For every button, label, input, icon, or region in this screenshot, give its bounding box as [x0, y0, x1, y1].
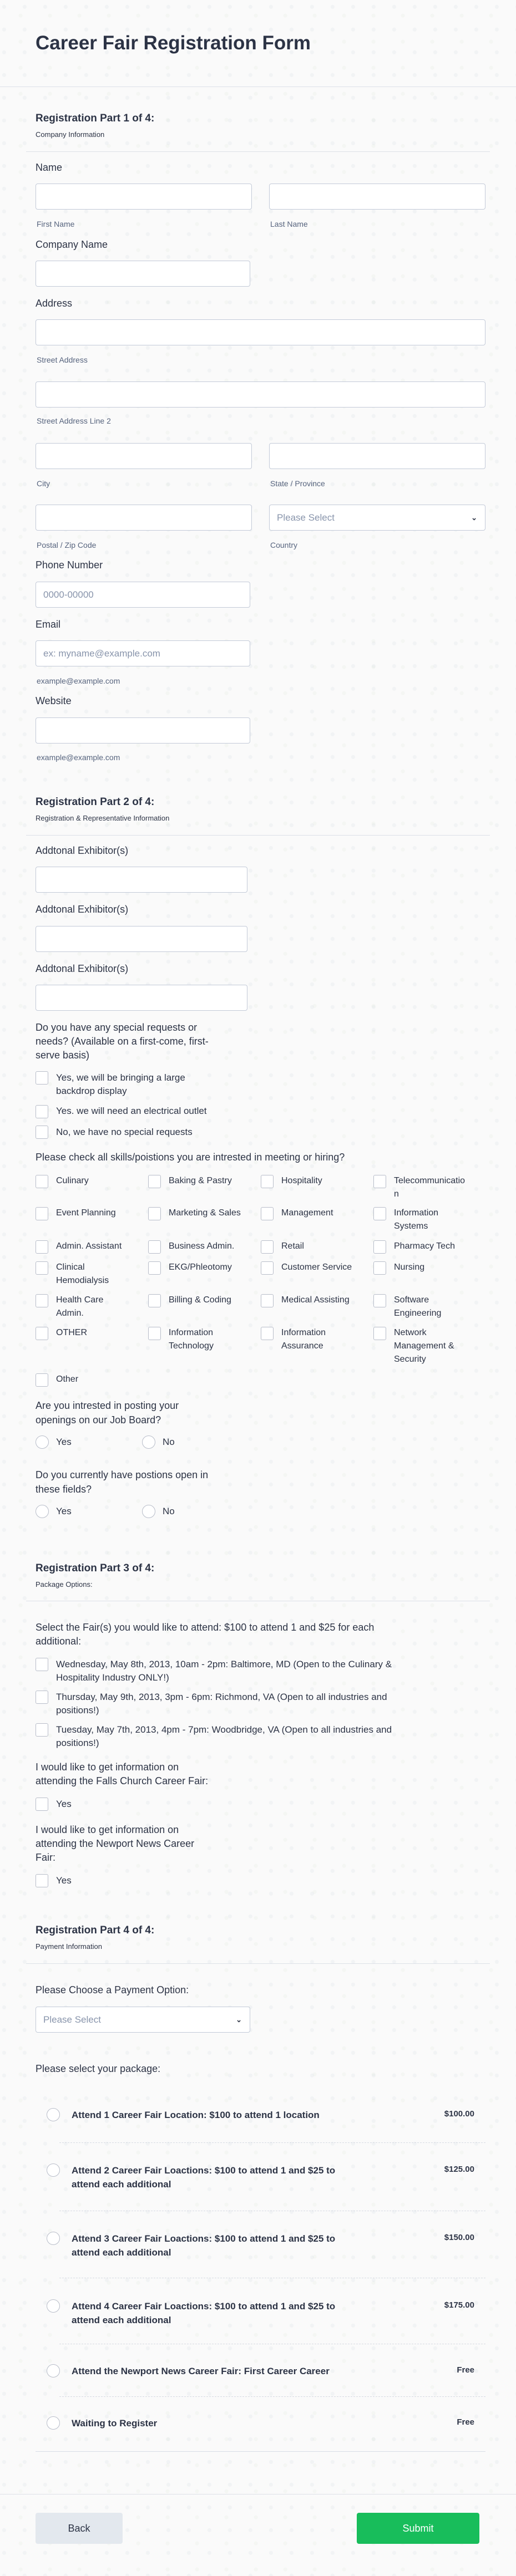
skill-checkbox[interactable] [261, 1261, 274, 1275]
package-radio[interactable] [47, 2108, 60, 2121]
skill-label: Clinical Hemodialysis [56, 1262, 109, 1285]
payment-select-placeholder: Please Select [43, 2014, 101, 2025]
newport-news-question: I would like to get information on attending the Newport News Career Fair: [36, 1824, 195, 1863]
job-board-yes-radio[interactable] [36, 1435, 49, 1449]
website-input[interactable] [36, 717, 250, 744]
country-select[interactable] [269, 505, 485, 531]
open-positions-question: Do you currently have postions open in these fields? [36, 1469, 209, 1495]
skill-label: Admin. Assistant [56, 1241, 122, 1251]
falls-church-question: I would like to get information on attending the Falls Church Career Fair: [36, 1762, 209, 1786]
payment-option-select[interactable] [36, 2007, 250, 2033]
phone-label: Phone Number [36, 559, 103, 571]
street-address-line2-input[interactable] [36, 381, 485, 408]
skill-checkbox[interactable] [36, 1261, 48, 1275]
skill-checkbox[interactable] [373, 1294, 386, 1307]
package-radio[interactable] [47, 2416, 60, 2430]
special-requests-question: Do you have any special requests or needs? (Available on a first-come, first- serve basis) [36, 1022, 209, 1061]
email-input[interactable] [36, 640, 250, 666]
exhibitor-label: Addtonal Exhibitor(s) [36, 904, 129, 915]
skill-checkbox[interactable] [148, 1327, 161, 1340]
payment-option-label: Please Choose a Payment Option: [36, 1984, 189, 1995]
last-name-sublabel: Last Name [270, 220, 308, 228]
section-subtitle: Company Information [36, 130, 105, 139]
skill-checkbox[interactable] [261, 1240, 274, 1254]
address-label: Address [36, 298, 73, 309]
fair-checkbox-richmond[interactable] [36, 1691, 48, 1704]
package-label: Attend 1 Career Fair Location: $100 to attend 1 location [72, 2110, 320, 2120]
package-radio[interactable] [47, 2299, 60, 2313]
back-button[interactable]: Back [36, 2513, 123, 2544]
request-option-label: Yes. we will need an electrical outlet [56, 1106, 207, 1116]
email-label: Email [36, 619, 61, 630]
postal-code-sublabel: Postal / Zip Code [37, 541, 97, 549]
page-title: Career Fair Registration Form [36, 32, 311, 54]
checkbox-label: Yes [56, 1799, 72, 1809]
checkbox-label: Yes [56, 1875, 72, 1886]
state-sublabel: State / Province [270, 479, 325, 488]
street-address-input[interactable] [36, 319, 485, 345]
package-divider [59, 2142, 485, 2143]
last-name-input[interactable] [269, 184, 485, 210]
name-label: Name [36, 162, 63, 173]
section-divider [26, 1963, 490, 1964]
exhibitor-label: Addtonal Exhibitor(s) [36, 963, 129, 974]
skill-checkbox[interactable] [36, 1240, 48, 1254]
fair-option-label: Thursday, May 9th, 2013, 3pm - 6pm: Richmond, VA (Open to all industries and positions!) [56, 1692, 387, 1715]
fair-checkbox-baltimore[interactable] [36, 1658, 48, 1671]
radio-label: No [163, 1437, 175, 1447]
falls-church-yes-checkbox[interactable] [36, 1798, 48, 1811]
skill-checkbox[interactable] [36, 1327, 48, 1340]
skill-checkbox[interactable] [373, 1175, 386, 1188]
skill-label: Pharmacy Tech [394, 1241, 455, 1251]
skill-label: Information Systems [394, 1208, 439, 1231]
skill-label: Business Admin. [169, 1241, 235, 1251]
request-option-label: Yes, we will be bringing a large backdrop display [56, 1072, 185, 1096]
country-select-placeholder: Please Select [277, 512, 335, 523]
package-list-bottom-divider [36, 2451, 485, 2452]
package-divider [59, 2396, 485, 2397]
package-label: Attend 2 Career Fair Loactions: $100 to attend 1 and $25 to attend each additional [72, 2165, 336, 2190]
skill-label: Culinary [56, 1176, 89, 1185]
newport-news-yes-checkbox[interactable] [36, 1874, 48, 1887]
section-divider [26, 151, 490, 152]
skill-label: Customer Service [281, 1262, 352, 1272]
request-checkbox-backdrop[interactable] [36, 1071, 48, 1085]
fair-option-label: Wednesday, May 8th, 2013, 10am - 2pm: Baltimore, MD (Open to the Culinary & Hospitality Industry ONLY!) [56, 1659, 392, 1683]
package-radio[interactable] [47, 2364, 60, 2378]
section-subtitle: Registration & Representative Information [36, 814, 170, 822]
skill-checkbox[interactable] [261, 1294, 274, 1307]
section-divider [26, 835, 490, 836]
package-price: Free [457, 2365, 474, 2375]
website-label: Website [36, 695, 72, 706]
request-option-label: No, we have no special requests [56, 1127, 193, 1137]
section-subtitle: Package Options: [36, 1580, 93, 1589]
package-price: $175.00 [444, 2300, 474, 2310]
skill-checkbox[interactable] [261, 1327, 274, 1340]
job-board-question: Are you intrested in posting your openings on our Job Board? [36, 1400, 179, 1426]
exhibitor-label: Addtonal Exhibitor(s) [36, 845, 129, 856]
skill-checkbox[interactable] [148, 1294, 161, 1307]
street-address-sublabel: Street Address [37, 355, 88, 364]
skill-checkbox[interactable] [36, 1175, 48, 1188]
first-name-input[interactable] [36, 184, 252, 210]
skill-checkbox[interactable] [148, 1261, 161, 1275]
package-price: $125.00 [444, 2165, 474, 2174]
skill-label: Marketing & Sales [169, 1208, 241, 1218]
section-heading: Registration Part 2 of 4: [36, 796, 155, 808]
first-name-sublabel: First Name [37, 220, 75, 228]
package-radio[interactable] [47, 2163, 60, 2177]
company-name-label: Company Name [36, 239, 108, 250]
submit-button[interactable]: Submit [357, 2513, 479, 2544]
request-checkbox-outlet[interactable] [36, 1105, 48, 1118]
radio-label: Yes [56, 1437, 72, 1447]
request-checkbox-none[interactable] [36, 1126, 48, 1139]
skill-label: Software Engineering [394, 1295, 442, 1318]
exhibitor-input-1[interactable] [36, 867, 247, 893]
chevron-down-icon: ⌄ [236, 2015, 242, 2024]
skill-checkbox[interactable] [373, 1261, 386, 1275]
country-sublabel: Country [270, 541, 298, 549]
fairs-question: Select the Fair(s) you would like to attend: $100 to attend 1 and $25 for each additional: [36, 1622, 375, 1647]
section-heading: Registration Part 4 of 4: [36, 1925, 155, 1936]
street-address-line2-sublabel: Street Address Line 2 [37, 416, 111, 425]
skill-label: Other [56, 1374, 79, 1384]
section-subtitle: Payment Information [36, 1942, 102, 1951]
open-positions-yes-radio[interactable] [36, 1505, 49, 1518]
skill-checkbox[interactable] [148, 1175, 161, 1188]
skill-label: Telecommunicatio n [394, 1176, 466, 1199]
package-price: Free [457, 2417, 474, 2427]
package-price: $100.00 [444, 2109, 474, 2119]
package-label: Attend 4 Career Fair Loactions: $100 to attend 1 and $25 to attend each additional [72, 2301, 336, 2325]
section-heading: Registration Part 1 of 4: [36, 113, 155, 124]
radio-label: No [163, 1506, 175, 1516]
email-sublabel: example@example.com [37, 676, 120, 685]
skill-label: Hospitality [281, 1176, 322, 1185]
skill-checkbox[interactable] [373, 1207, 386, 1220]
skill-label: Management [281, 1208, 333, 1218]
job-board-no-radio[interactable] [142, 1435, 155, 1449]
skill-checkbox[interactable] [36, 1207, 48, 1220]
section-heading: Registration Part 3 of 4: [36, 1562, 155, 1574]
radio-label: Yes [56, 1506, 72, 1516]
exhibitor-input-2[interactable] [36, 926, 247, 952]
skill-checkbox[interactable] [36, 1373, 48, 1387]
package-price: $150.00 [444, 2233, 474, 2242]
skill-checkbox[interactable] [373, 1327, 386, 1340]
skill-checkbox[interactable] [148, 1240, 161, 1254]
city-sublabel: City [37, 479, 50, 488]
postal-code-input[interactable] [36, 505, 252, 531]
company-name-input[interactable] [36, 261, 250, 287]
skill-label: Billing & Coding [169, 1295, 231, 1305]
package-label: Please select your package: [36, 2063, 161, 2074]
package-label: Attend 3 Career Fair Loactions: $100 to attend 1 and $25 to attend each additional [72, 2233, 336, 2258]
header-divider [0, 86, 516, 87]
skill-label: Network Management & Security [394, 1328, 454, 1364]
exhibitor-input-3[interactable] [36, 985, 247, 1011]
skill-checkbox[interactable] [148, 1207, 161, 1220]
skill-label: Health Care Admin. [56, 1295, 104, 1318]
skills-question: Please check all skills/poistions you are intrested in meeting or hiring? [36, 1152, 345, 1163]
skill-checkbox[interactable] [373, 1240, 386, 1254]
skill-label: Information Assurance [281, 1328, 326, 1351]
skill-label: Baking & Pastry [169, 1176, 232, 1185]
skill-label: Event Planning [56, 1208, 116, 1218]
website-sublabel: example@example.com [37, 753, 120, 762]
skill-label: Information Technology [169, 1328, 214, 1351]
skill-checkbox[interactable] [36, 1294, 48, 1307]
skill-label: Nursing [394, 1262, 425, 1272]
phone-input[interactable] [36, 582, 250, 608]
package-label: Attend the Newport News Career Fair: First Career Career [72, 2366, 330, 2376]
skill-label: Medical Assisting [281, 1295, 350, 1305]
skill-label: Retail [281, 1241, 304, 1251]
fair-checkbox-woodbridge[interactable] [36, 1723, 48, 1737]
skill-checkbox[interactable] [261, 1207, 274, 1220]
open-positions-no-radio[interactable] [142, 1505, 155, 1518]
city-input[interactable] [36, 443, 252, 469]
skill-label: EKG/Phleotomy [169, 1262, 232, 1272]
skill-label: OTHER [56, 1328, 87, 1337]
package-label: Waiting to Register [72, 2418, 158, 2429]
skill-checkbox[interactable] [261, 1175, 274, 1188]
state-input[interactable] [269, 443, 485, 469]
fair-option-label: Tuesday, May 7th, 2013, 4pm - 7pm: Woodbridge, VA (Open to all industries and positions!) [56, 1724, 392, 1748]
package-radio[interactable] [47, 2232, 60, 2245]
chevron-down-icon: ⌄ [471, 513, 477, 522]
